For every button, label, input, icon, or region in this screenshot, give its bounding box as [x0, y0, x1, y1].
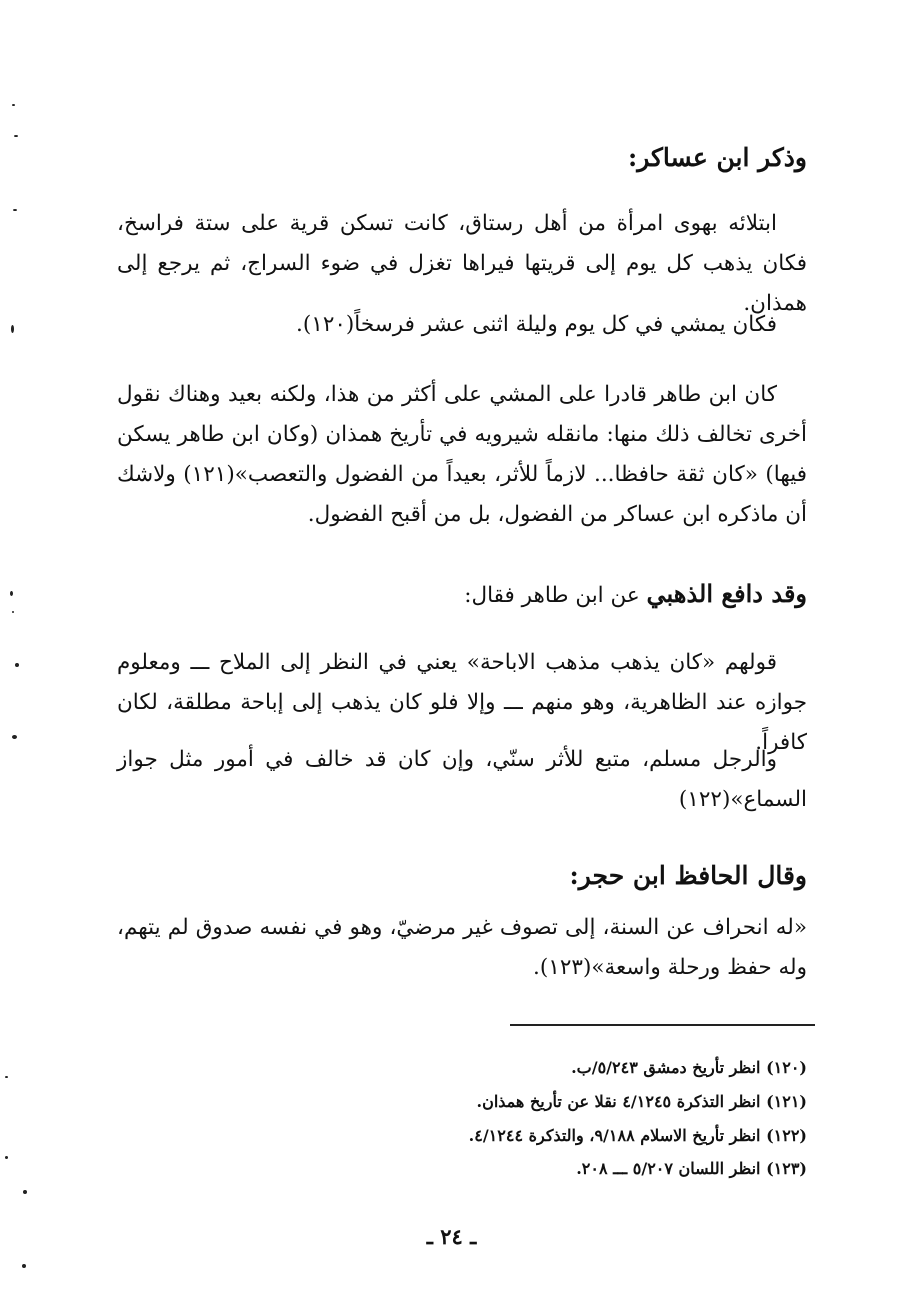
scan-speck — [11, 325, 14, 333]
footnote-123: (١٢٣) انظر اللسان ٥/٢٠٧ ـــ ٢٠٨. — [576, 1159, 807, 1178]
scan-speck — [15, 663, 19, 667]
paragraph-al-rajul: والرجل مسلم، متبع للأثر سنّي، وإن كان قد خالف في أمور مثل جواز السماع»(١٢٢) — [117, 747, 807, 812]
scan-speck — [14, 135, 18, 137]
section-heading-ibn-asakir: وذكر ابن عساكر: — [627, 143, 807, 172]
paragraph-qawluhum: قولهم «كان يذهب مذهب الاباحة» يعني في النظر إلى الملاح ـــ ومعلوم جوازه عند الظاهرية، وهو منهم ـــ وإلا فلو كان يذهب إلى إباحة مطلقة، لكان كافراً. — [117, 650, 807, 755]
scan-speck — [10, 591, 13, 596]
heading-dhahabi-rest: عن ابن طاهر فقال: — [464, 583, 640, 608]
scan-speck — [23, 1190, 27, 1194]
paragraph-yamshi: فكان يمشي في كل يوم وليلة اثنى عشر فرسخاً(١٢٠). — [296, 312, 777, 337]
scan-speck — [12, 104, 15, 106]
paragraph-ibn-hajar-quote: «له انحراف عن السنة، إلى تصوف غير مرضيّ، وهو في نفسه صدوق لم يتهم، وله حفظ ورحلة واسعة»(١٢٣). — [117, 915, 807, 980]
scan-speck — [13, 209, 17, 211]
scan-speck — [12, 735, 17, 739]
footnote-separator — [510, 1024, 815, 1026]
scan-speck — [22, 1264, 26, 1268]
footnote-120: (١٢٠) انظر تأريخ دمشق ٥/٢٤٣/ب. — [571, 1058, 807, 1077]
section-heading-dhahabi — [107, 574, 807, 616]
footnote-122: (١٢٢) انظر تأريخ الاسلام ٩/١٨٨، والتذكرة ٤/١٢٤٤. — [468, 1126, 807, 1145]
page-number: ـ ٢٤ ـ — [426, 1224, 477, 1249]
paragraph-ibtilaihi: ابتلائه بهوى امرأة من أهل رستاق، كانت تسكن قرية على ستة فراسخ، فكان يذهب كل يوم إلى قريتها فيراها تغزل في ضوء السراج، ثم يرجع إلى همذان. — [117, 211, 807, 316]
scan-speck — [5, 1076, 8, 1078]
scan-speck — [12, 611, 14, 613]
paragraph-ibn-tahir: كان ابن طاهر قادرا على المشي على أكثر من هذا، ولكنه بعيد وهناك نقول أخرى تخالف ذلك منها: مانقله شيرويه في تأريخ همذان (وكان ابن طاهر يسكن فيها) «كان ثقة حافظا... لازماً للأثر، بعيداً من الفضول والتعصب»(١٢١) ولاشك أن ماذكره ابن عساكر من الفضول، بل من أقبح الفضول. — [117, 382, 807, 527]
scan-speck — [5, 1156, 8, 1159]
footnote-121: (١٢١) انظر التذكرة ٤/١٢٤٥ نقلا عن تأريخ همذان. — [476, 1092, 807, 1111]
section-heading-ibn-hajar: وقال الحافظ ابن حجر: — [569, 861, 807, 890]
heading-dhahabi-bold: وقد دافع الذهبي — [646, 579, 807, 608]
